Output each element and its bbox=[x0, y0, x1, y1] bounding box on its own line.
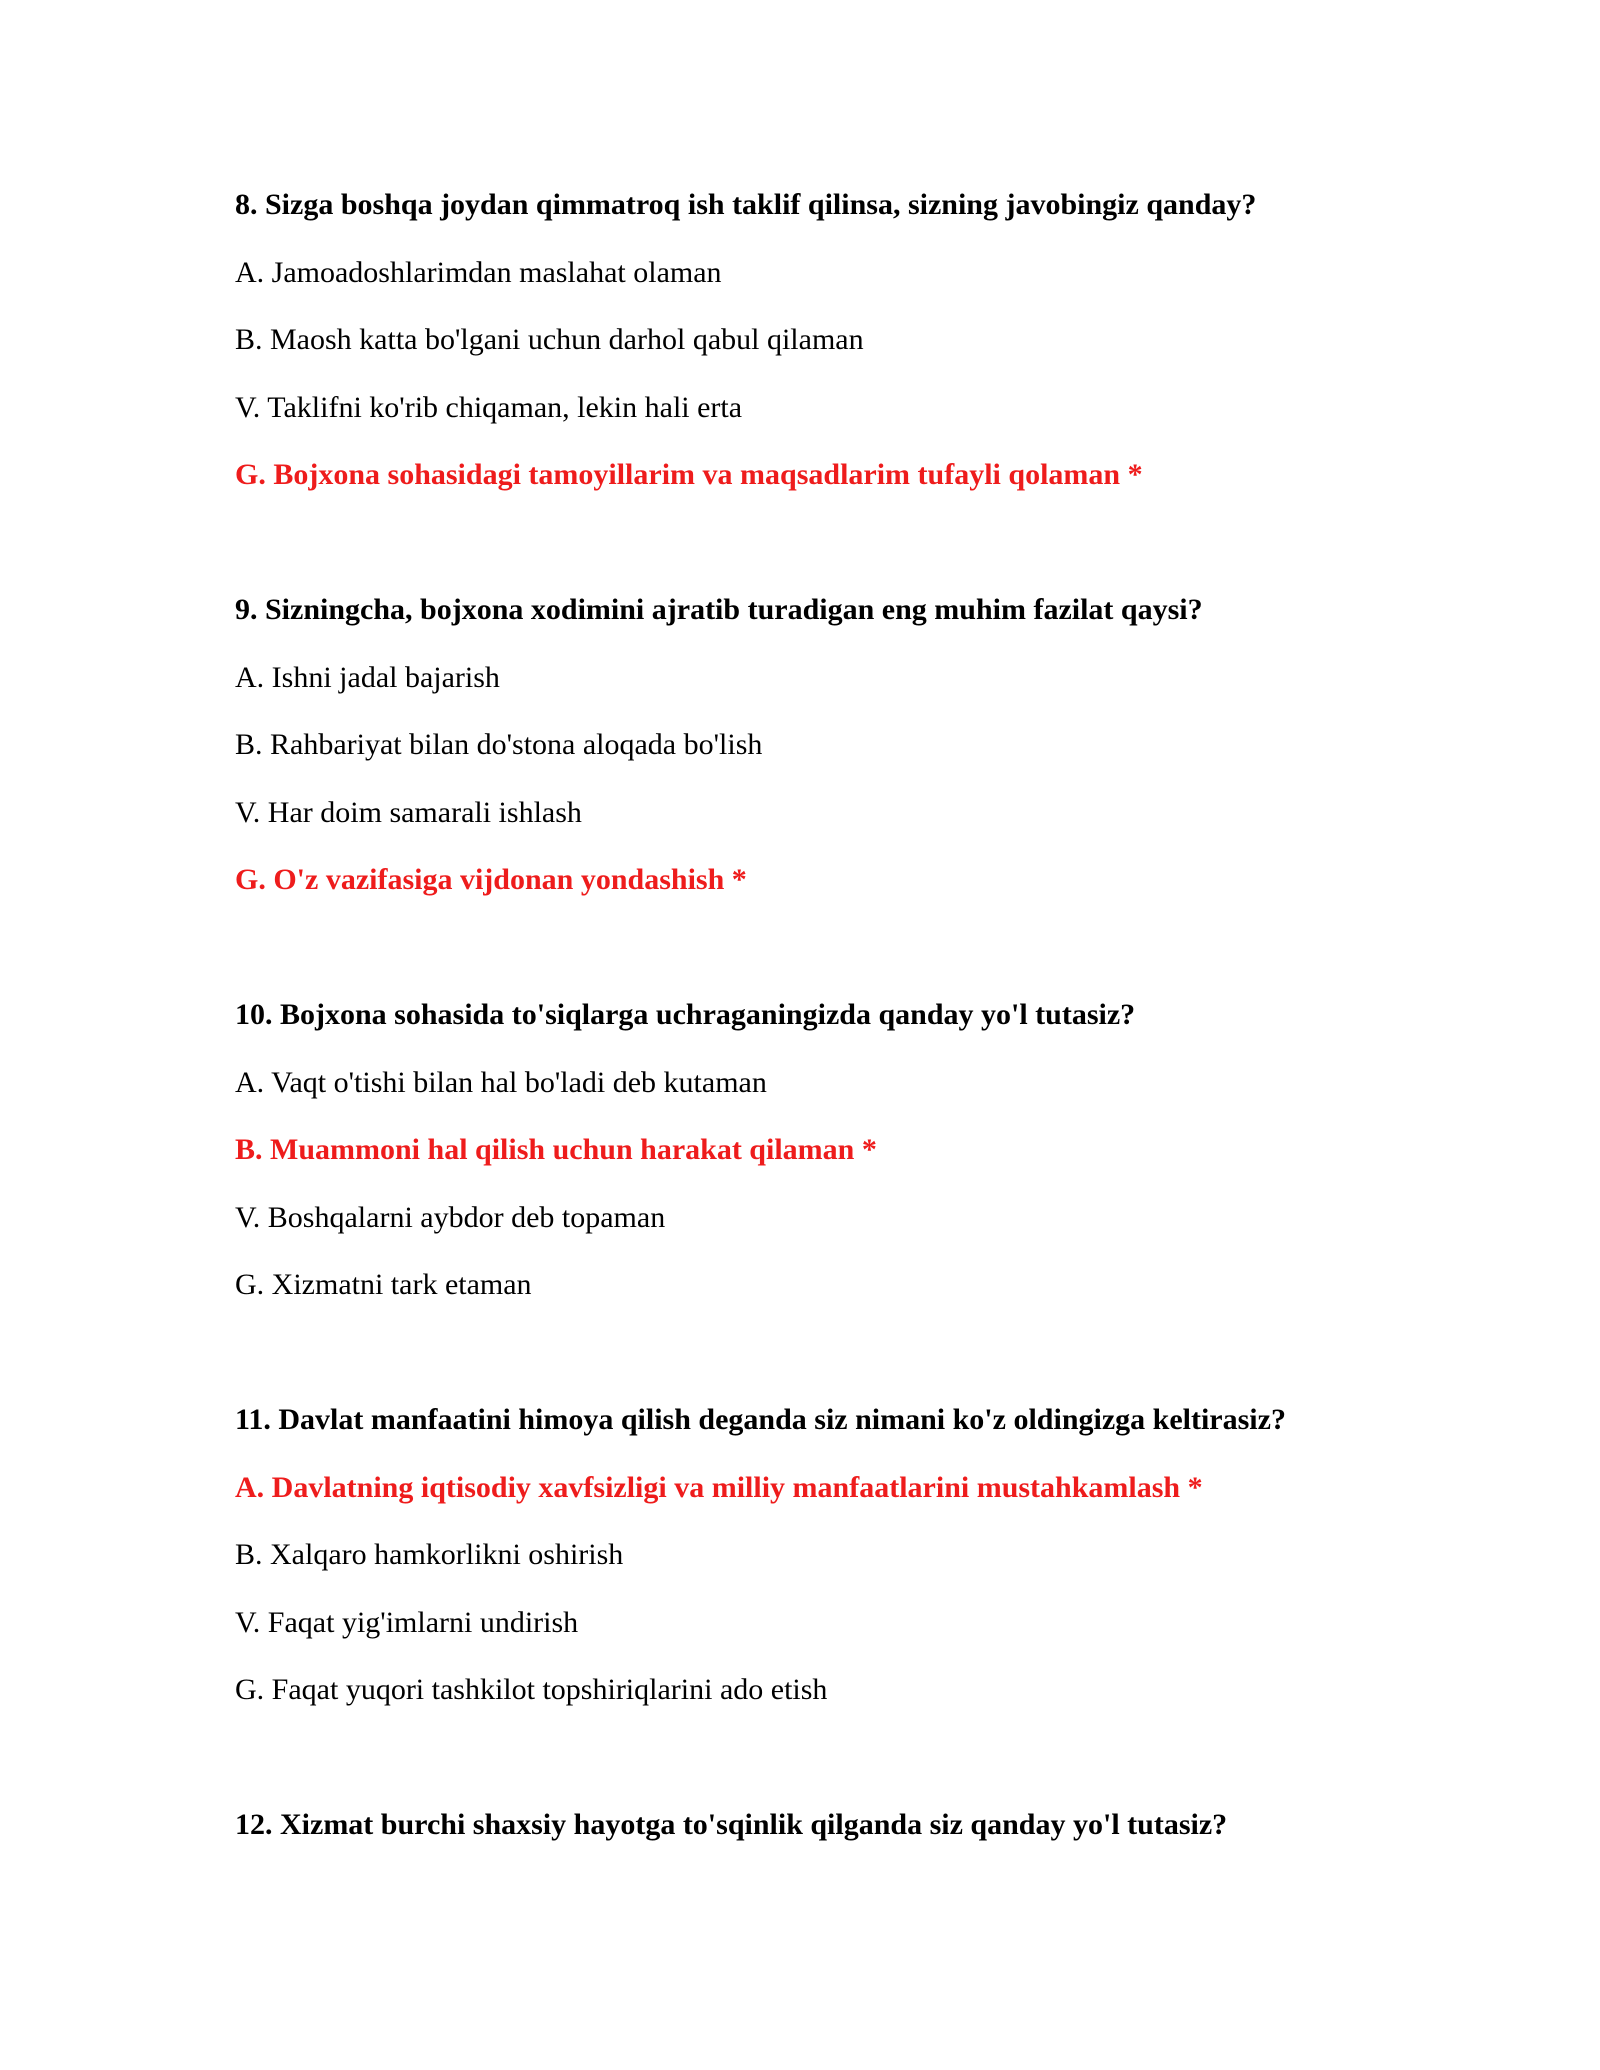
answer-option-a: A. Vaqt o'tishi bilan hal bo'ladi deb kutaman bbox=[235, 1065, 767, 1099]
answer-option-v: V. Boshqalarni aybdor deb topaman bbox=[235, 1200, 666, 1234]
question-11 bbox=[235, 1403, 1435, 1741]
answer-option-g: G. Xizmatni tark etaman bbox=[235, 1268, 532, 1301]
correct-answer-option-a: A. Davlatning iqtisodiy xavfsizligi va milliy manfaatlarini mustahkamlash * bbox=[235, 1470, 1203, 1504]
question-9 bbox=[235, 593, 1435, 931]
question-title: 11. Davlat manfaatini himoya qilish deganda siz nimani ko'z oldingizga keltirasiz? bbox=[235, 1403, 1286, 1436]
correct-answer-option-g: G. Bojxona sohasidagi tamoyillarim va maqsadlarim tufayli qolaman * bbox=[235, 458, 1143, 491]
answer-option-v: V. Faqat yig'imlarni undirish bbox=[235, 1605, 579, 1639]
question-10 bbox=[235, 998, 1435, 1336]
question-12 bbox=[235, 1808, 1435, 1876]
question-title: 10. Bojxona sohasida to'siqlarga uchraganingizda qanday yo'l tutasiz? bbox=[235, 998, 1136, 1031]
answer-option-v: V. Taklifni ko'rib chiqaman, lekin hali erta bbox=[235, 390, 743, 424]
answer-option-g: G. Faqat yuqori tashkilot topshiriqlarini ado etish bbox=[235, 1673, 828, 1706]
question-title: 9. Sizningcha, bojxona xodimini ajratib turadigan eng muhim fazilat qaysi? bbox=[235, 593, 1203, 626]
answer-option-b: B. Rahbariyat bilan do'stona aloqada bo'lish bbox=[235, 728, 763, 761]
answer-option-a: A. Jamoadoshlarimdan maslahat olaman bbox=[235, 255, 722, 289]
answer-option-v: V. Har doim samarali ishlash bbox=[235, 795, 582, 829]
question-title: 8. Sizga boshqa joydan qimmatroq ish taklif qilinsa, sizning javobingiz qanday? bbox=[235, 188, 1257, 221]
question-title: 12. Xizmat burchi shaxsiy hayotga to'sqinlik qilganda siz qanday yo'l tutasiz? bbox=[235, 1808, 1228, 1841]
correct-answer-option-g: G. O'z vazifasiga vijdonan yondashish * bbox=[235, 863, 747, 896]
answer-option-b: B. Xalqaro hamkorlikni oshirish bbox=[235, 1538, 624, 1571]
question-8 bbox=[235, 188, 1435, 526]
answer-option-a: A. Ishni jadal bajarish bbox=[235, 660, 500, 694]
correct-answer-option-b: B. Muammoni hal qilish uchun harakat qilaman * bbox=[235, 1133, 877, 1166]
answer-option-b: B. Maosh katta bo'lgani uchun darhol qabul qilaman bbox=[235, 323, 864, 356]
